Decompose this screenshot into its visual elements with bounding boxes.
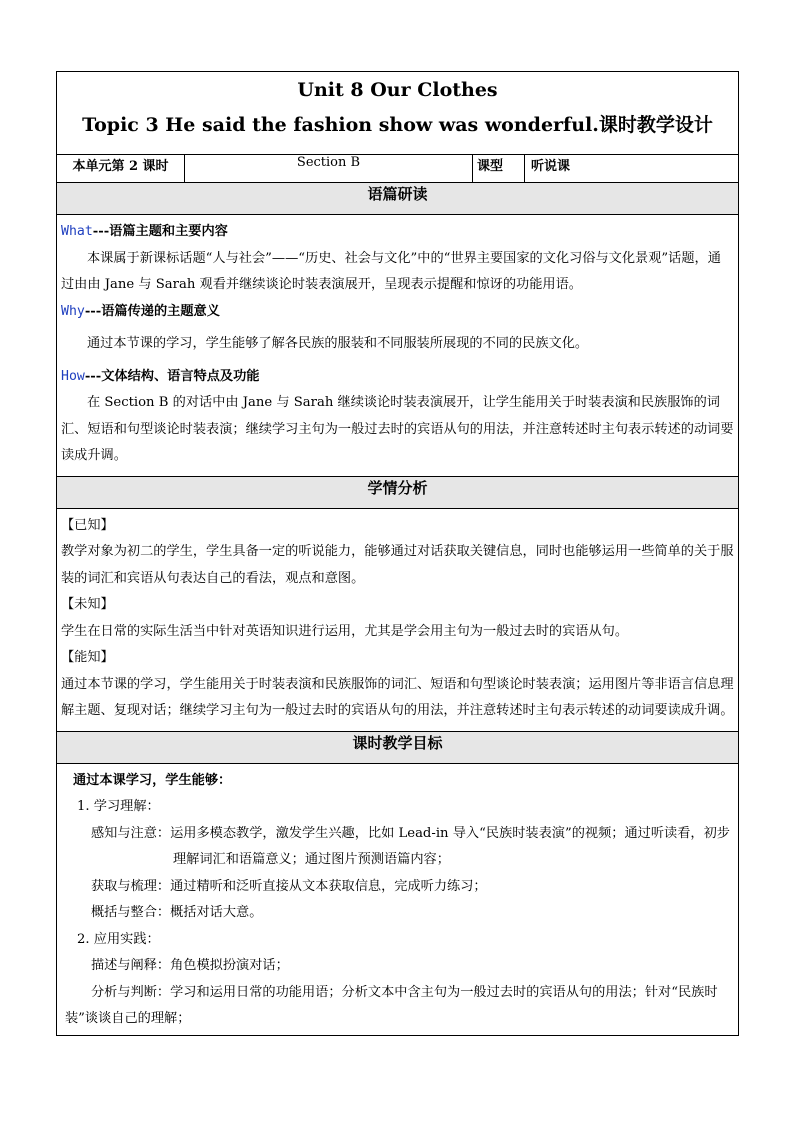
objective-1-acquire: 获取与梳理：通过精听和泛听直接从文本获取信息，完成听力练习；: [91, 878, 487, 894]
able-label: 【能知】: [61, 650, 114, 665]
how-paragraph: 在 Section B 的对话中由 Jane 与 Sarah 继续谈论时装表演展开，让学生能用关于时装表演和民族服饰的词汇、短语和句型谈论时装表演；继续学习主句为一般过去时的宾语从句的用法，并注意转述时主句表示转述的动词要读成升调。: [61, 395, 734, 463]
objectives-body: [57, 763, 739, 1035]
objective-2-describe: 描述与阐释：角色模拟扮演对话；: [91, 958, 289, 973]
lesson-type-value: 听说课: [525, 155, 739, 183]
section-heading-objectives: 课时教学目标: [57, 731, 739, 763]
objectives-intro: 通过本课学习，学生能够：: [73, 772, 232, 788]
section-name: Section B: [185, 155, 473, 183]
what-paragraph: 本课属于新课标话题“人与社会”——“历史、社会与文化”中的“世界主要国家的文化习俗与文化景观”话题，通过由由 Jane 与 Sarah 观看并继续谈论时装表演展开，呈现表示提醒和惊讶的功能用语。: [61, 250, 721, 292]
title-cell: [57, 72, 739, 155]
lesson-plan-table: [56, 71, 739, 1036]
how-keyword: How: [61, 368, 85, 384]
why-title: ---语篇传递的主题意义: [84, 303, 220, 319]
what-keyword: What: [61, 224, 93, 239]
text-study-body: [57, 215, 739, 477]
objective-1-heading: 1. 学习理解：: [77, 799, 160, 814]
learner-analysis-body: [57, 508, 739, 731]
unit-title: Unit 8 Our Clothes: [297, 79, 498, 101]
section-heading-learner-analysis: 学情分析: [57, 476, 739, 508]
lesson-number: 本单元第 2 课时: [57, 155, 185, 183]
info-row: [57, 155, 739, 183]
what-heading: [61, 219, 734, 246]
unknown-paragraph: 学生在日常的实际生活当中针对英语知识进行运用，尤其是学会用主句为一般过去时的宾语从句。: [61, 623, 629, 639]
objective-2-analyze: 分析与判断：学习和运用日常的功能用语；分析文本中含主句为一般过去时的宾语从句的用法；针对“民族时装”谈谈自己的理解；: [65, 984, 718, 1026]
known-label: 【已知】: [61, 517, 114, 533]
topic-title: Topic 3 He said the fashion show was wonderful.课时教学设计: [82, 114, 713, 136]
why-paragraph: 通过本节课的学习，学生能够了解各民族的服装和不同服装所展现的不同的民族文化。: [87, 336, 589, 351]
section-heading-text-study: 语篇研读: [57, 183, 739, 215]
objective-1-summarize: 概括与整合：概括对话大意。: [91, 905, 263, 920]
why-heading: [61, 299, 734, 326]
objective-1-perceive: 感知与注意：运用多模态教学，激发学生兴趣，比如 Lead-in 导入“民族时装表演”的视频；通过听读看，初步理解词汇和语篇意义；通过图片预测语篇内容；: [91, 825, 730, 867]
lesson-plan-sheet: [56, 71, 738, 1036]
what-title: ---语篇主题和主要内容: [92, 224, 228, 239]
known-paragraph: 教学对象为初二的学生，学生具备一定的听说能力，能够通过对话获取关键信息，同时也能够运用一些简单的关于服装的词汇和宾语从句表达自己的看法，观点和意图。: [61, 544, 734, 586]
able-paragraph: 通过本节课的学习，学生能用关于时装表演和民族服饰的词汇、短语和句型谈论时装表演；运用图片等非语言信息理解主题、复现对话；继续学习主句为一般过去时的宾语从句的用法，并注意转述时主句表示转述的动词要读成升调。: [61, 676, 734, 718]
lesson-type-label: 课型: [473, 155, 525, 183]
how-title: ---文体结构、语言特点及功能: [84, 368, 260, 384]
how-heading: [61, 364, 734, 391]
objective-2-heading: 2. 应用实践：: [77, 931, 160, 947]
unknown-label: 【未知】: [61, 597, 114, 612]
why-keyword: Why: [61, 303, 85, 319]
